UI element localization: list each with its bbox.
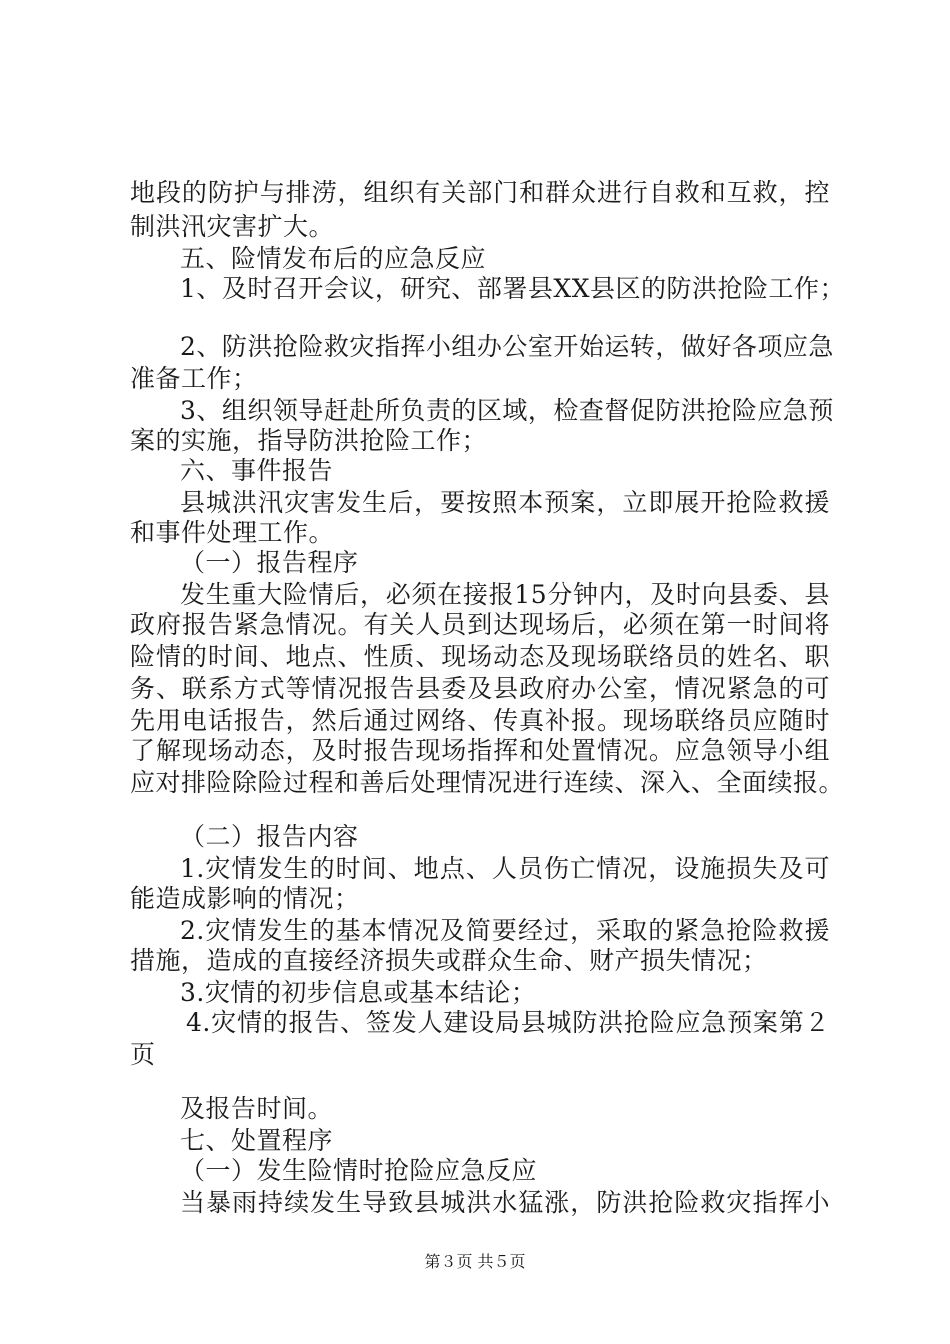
text-line-25: 3.灾情的初步信息或基本结论； (180, 978, 537, 1007)
text-line-8: 案的实施，指导防洪抢险工作； (130, 426, 488, 455)
text-line-24: 措施，造成的直接经济损失或群众生命、财产损失情况； (130, 946, 768, 975)
text-line-13: 发生重大险情后，必须在接报15分钟内，及时向县委、县 (180, 580, 830, 609)
text-line-11: 和事件处理工作。 (130, 518, 335, 547)
text-line-18: 了解现场动态，及时报告现场指挥和处置情况。应急领导小组 (130, 736, 830, 765)
page-footer: 第３页 共５页 (424, 1252, 526, 1271)
text-line-10: 县城洪汛灾害发生后，要按照本预案，立即展开抢险救援 (180, 488, 830, 517)
section-heading-7: 七、处置程序 (180, 1126, 334, 1155)
text-line-28: 及报告时间。 (180, 1094, 334, 1123)
text-line-2: 制洪汛灾害扩大。 (130, 212, 335, 241)
text-line-27: 页 (130, 1040, 156, 1069)
text-line-26: 4.灾情的报告、签发人建设局县城防洪抢险应急预案第２ (186, 1008, 830, 1037)
text-line-16: 务、联系方式等情况报告县委及县政府办公室，情况紧急的可 (130, 674, 830, 703)
text-line-21: 1.灾情发生的时间、地点、人员伤亡情况，设施损失及可 (180, 854, 830, 883)
text-line-15: 险情的时间、地点、性质、现场动态及现场联络员的姓名、职 (130, 642, 830, 671)
section-heading-6: 六、事件报告 (180, 456, 334, 485)
subheading-report-procedure: （一）报告程序 (180, 548, 359, 577)
text-line-6: 准备工作； (130, 364, 258, 393)
subheading-emergency-response: （一）发生险情时抢险应急反应 (180, 1156, 538, 1185)
subheading-report-content: （二）报告内容 (180, 822, 359, 851)
text-line-22: 能造成影响的情况； (130, 884, 360, 913)
text-line-5: 2、防洪抢险救灾指挥小组办公室开始运转，做好各项应急 (180, 332, 834, 361)
text-line-4: 1、及时召开会议，研究、部署县XX县区的防洪抢险工作； (180, 274, 846, 303)
text-line-1: 地段的防护与排涝，组织有关部门和群众进行自救和互救，控 (130, 178, 830, 207)
text-line-14: 政府报告紧急情况。有关人员到达现场后，必须在第一时间将 (130, 610, 830, 639)
section-heading-5: 五、险情发布后的应急反应 (180, 244, 487, 273)
text-line-7: 3、组织领导赶赴所负责的区域，检查督促防洪抢险应急预 (180, 396, 834, 425)
text-line-31: 当暴雨持续发生导致县城洪水猛涨，防洪抢险救灾指挥小 (180, 1188, 830, 1217)
text-line-17: 先用电话报告，然后通过网络、传真补报。现场联络员应随时 (130, 706, 830, 735)
text-line-23: 2.灾情发生的基本情况及简要经过，采取的紧急抢险救援 (180, 916, 830, 945)
text-line-19: 应对排险除险过程和善后处理情况进行连续、深入、全面续报。 (130, 768, 845, 797)
